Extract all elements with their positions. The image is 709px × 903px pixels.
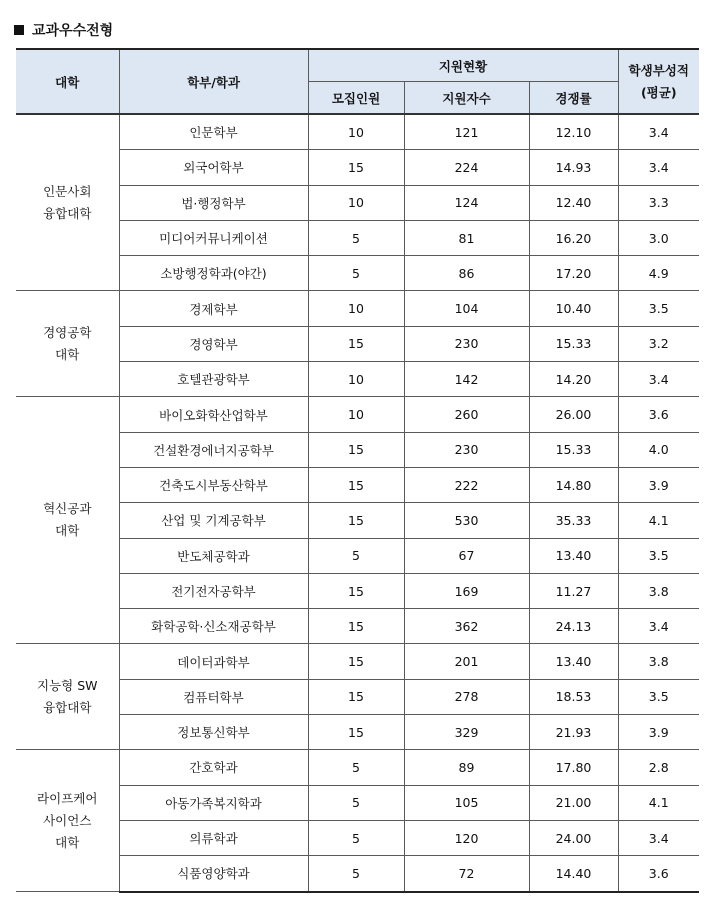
ratio-cell: 21.93 <box>529 715 618 750</box>
table-row <box>16 291 699 326</box>
grade-cell: 3.4 <box>618 114 699 150</box>
table-row <box>16 644 699 679</box>
header-dept: 학부/학과 <box>119 49 308 114</box>
table-row <box>16 679 699 714</box>
grade-cell: 4.0 <box>618 432 699 467</box>
grade-cell: 3.6 <box>618 397 699 432</box>
applicants-cell: 169 <box>404 573 529 608</box>
grade-cell: 4.1 <box>618 503 699 538</box>
dept-name: 미디어커뮤니케이션 <box>119 220 308 255</box>
header-application-status: 지원현황 <box>308 49 618 82</box>
quota-cell: 15 <box>308 679 404 714</box>
dept-name: 전기전자공학부 <box>119 573 308 608</box>
header-quota: 모집인원 <box>308 82 404 115</box>
grade-cell: 3.8 <box>618 573 699 608</box>
quota-cell: 5 <box>308 220 404 255</box>
grade-cell: 3.5 <box>618 291 699 326</box>
dept-name: 소방행정학과(야간) <box>119 256 308 291</box>
header-applicants: 지원자수 <box>404 82 529 115</box>
dept-name: 외국어학부 <box>119 150 308 185</box>
table-row <box>16 326 699 361</box>
table-row <box>16 820 699 855</box>
grade-cell: 3.9 <box>618 467 699 502</box>
dept-name: 호텔관광학부 <box>119 362 308 397</box>
quota-cell: 10 <box>308 114 404 150</box>
table-row <box>16 503 699 538</box>
table-row <box>16 750 699 785</box>
grade-cell: 3.4 <box>618 820 699 855</box>
applicants-cell: 67 <box>404 538 529 573</box>
ratio-cell: 17.80 <box>529 750 618 785</box>
table-row <box>16 432 699 467</box>
ratio-cell: 14.20 <box>529 362 618 397</box>
grade-cell: 3.5 <box>618 679 699 714</box>
admission-table <box>16 48 699 893</box>
college-name: 라이프케어 사이언스 대학 <box>16 750 119 892</box>
table-row <box>16 256 699 291</box>
quota-cell: 10 <box>308 185 404 220</box>
applicants-cell: 120 <box>404 820 529 855</box>
applicants-cell: 105 <box>404 785 529 820</box>
grade-cell: 3.8 <box>618 644 699 679</box>
grade-cell: 3.4 <box>618 150 699 185</box>
applicants-cell: 222 <box>404 467 529 502</box>
dept-name: 정보통신학부 <box>119 715 308 750</box>
table-row <box>16 573 699 608</box>
quota-cell: 5 <box>308 750 404 785</box>
quota-cell: 15 <box>308 573 404 608</box>
ratio-cell: 15.33 <box>529 326 618 361</box>
grade-cell: 3.6 <box>618 856 699 892</box>
grade-cell: 4.1 <box>618 785 699 820</box>
college-name: 혁신공과 대학 <box>16 397 119 644</box>
dept-name: 의류학과 <box>119 820 308 855</box>
table-row <box>16 220 699 255</box>
ratio-cell: 35.33 <box>529 503 618 538</box>
dept-name: 간호학과 <box>119 750 308 785</box>
ratio-cell: 26.00 <box>529 397 618 432</box>
ratio-cell: 10.40 <box>529 291 618 326</box>
ratio-cell: 14.80 <box>529 467 618 502</box>
quota-cell: 15 <box>308 467 404 502</box>
quota-cell: 15 <box>308 150 404 185</box>
ratio-cell: 18.53 <box>529 679 618 714</box>
applicants-cell: 530 <box>404 503 529 538</box>
quota-cell: 15 <box>308 609 404 644</box>
quota-cell: 15 <box>308 503 404 538</box>
table-row <box>16 715 699 750</box>
ratio-cell: 17.20 <box>529 256 618 291</box>
table-body <box>16 114 699 892</box>
quota-cell: 10 <box>308 291 404 326</box>
ratio-cell: 13.40 <box>529 644 618 679</box>
quota-cell: 5 <box>308 256 404 291</box>
applicants-cell: 81 <box>404 220 529 255</box>
dept-name: 반도체공학과 <box>119 538 308 573</box>
header-grade: 학생부성적 (평균) <box>618 49 699 114</box>
ratio-cell: 12.10 <box>529 114 618 150</box>
college-name: 경영공학 대학 <box>16 291 119 397</box>
dept-name: 화학공학·신소재공학부 <box>119 609 308 644</box>
header-college: 대학 <box>16 49 119 114</box>
quota-cell: 15 <box>308 715 404 750</box>
section-title-text: 교과우수전형 <box>32 23 114 39</box>
table-row <box>16 114 699 150</box>
table-row <box>16 856 699 892</box>
applicants-cell: 201 <box>404 644 529 679</box>
dept-name: 경제학부 <box>119 291 308 326</box>
ratio-cell: 12.40 <box>529 185 618 220</box>
section-title <box>14 20 113 40</box>
dept-name: 건설환경에너지공학부 <box>119 432 308 467</box>
grade-cell: 3.4 <box>618 609 699 644</box>
table-row <box>16 362 699 397</box>
grade-cell: 2.8 <box>618 750 699 785</box>
ratio-cell: 16.20 <box>529 220 618 255</box>
dept-name: 경영학부 <box>119 326 308 361</box>
quota-cell: 5 <box>308 856 404 892</box>
table-header <box>16 49 699 114</box>
grade-cell: 3.4 <box>618 362 699 397</box>
ratio-cell: 13.40 <box>529 538 618 573</box>
dept-name: 산업 및 기계공학부 <box>119 503 308 538</box>
table-row <box>16 785 699 820</box>
dept-name: 컴퓨터학부 <box>119 679 308 714</box>
college-name: 인문사회 융합대학 <box>16 114 119 291</box>
grade-cell: 3.2 <box>618 326 699 361</box>
applicants-cell: 278 <box>404 679 529 714</box>
college-name: 지능형 SW 융합대학 <box>16 644 119 750</box>
ratio-cell: 11.27 <box>529 573 618 608</box>
dept-name: 아동가족복지학과 <box>119 785 308 820</box>
ratio-cell: 24.00 <box>529 820 618 855</box>
table-row <box>16 609 699 644</box>
grade-cell: 3.0 <box>618 220 699 255</box>
grade-cell: 3.3 <box>618 185 699 220</box>
ratio-cell: 14.93 <box>529 150 618 185</box>
grade-cell: 3.5 <box>618 538 699 573</box>
dept-name: 법·행정학부 <box>119 185 308 220</box>
quota-cell: 5 <box>308 785 404 820</box>
black-square-icon <box>14 25 24 35</box>
table-row <box>16 397 699 432</box>
applicants-cell: 362 <box>404 609 529 644</box>
dept-name: 인문학부 <box>119 114 308 150</box>
quota-cell: 10 <box>308 362 404 397</box>
table-row <box>16 185 699 220</box>
applicants-cell: 224 <box>404 150 529 185</box>
table-row <box>16 150 699 185</box>
applicants-cell: 72 <box>404 856 529 892</box>
grade-cell: 3.9 <box>618 715 699 750</box>
quota-cell: 10 <box>308 397 404 432</box>
dept-name: 바이오화학산업학부 <box>119 397 308 432</box>
table-row <box>16 538 699 573</box>
applicants-cell: 142 <box>404 362 529 397</box>
applicants-cell: 230 <box>404 432 529 467</box>
ratio-cell: 14.40 <box>529 856 618 892</box>
applicants-cell: 260 <box>404 397 529 432</box>
dept-name: 건축도시부동산학부 <box>119 467 308 502</box>
ratio-cell: 24.13 <box>529 609 618 644</box>
grade-cell: 4.9 <box>618 256 699 291</box>
applicants-cell: 230 <box>404 326 529 361</box>
quota-cell: 15 <box>308 644 404 679</box>
quota-cell: 15 <box>308 326 404 361</box>
header-ratio: 경쟁률 <box>529 82 618 115</box>
quota-cell: 5 <box>308 820 404 855</box>
ratio-cell: 21.00 <box>529 785 618 820</box>
applicants-cell: 104 <box>404 291 529 326</box>
applicants-cell: 89 <box>404 750 529 785</box>
applicants-cell: 86 <box>404 256 529 291</box>
applicants-cell: 121 <box>404 114 529 150</box>
quota-cell: 5 <box>308 538 404 573</box>
quota-cell: 15 <box>308 432 404 467</box>
ratio-cell: 15.33 <box>529 432 618 467</box>
dept-name: 식품영양학과 <box>119 856 308 892</box>
dept-name: 데이터과학부 <box>119 644 308 679</box>
applicants-cell: 124 <box>404 185 529 220</box>
applicants-cell: 329 <box>404 715 529 750</box>
table-row <box>16 467 699 502</box>
